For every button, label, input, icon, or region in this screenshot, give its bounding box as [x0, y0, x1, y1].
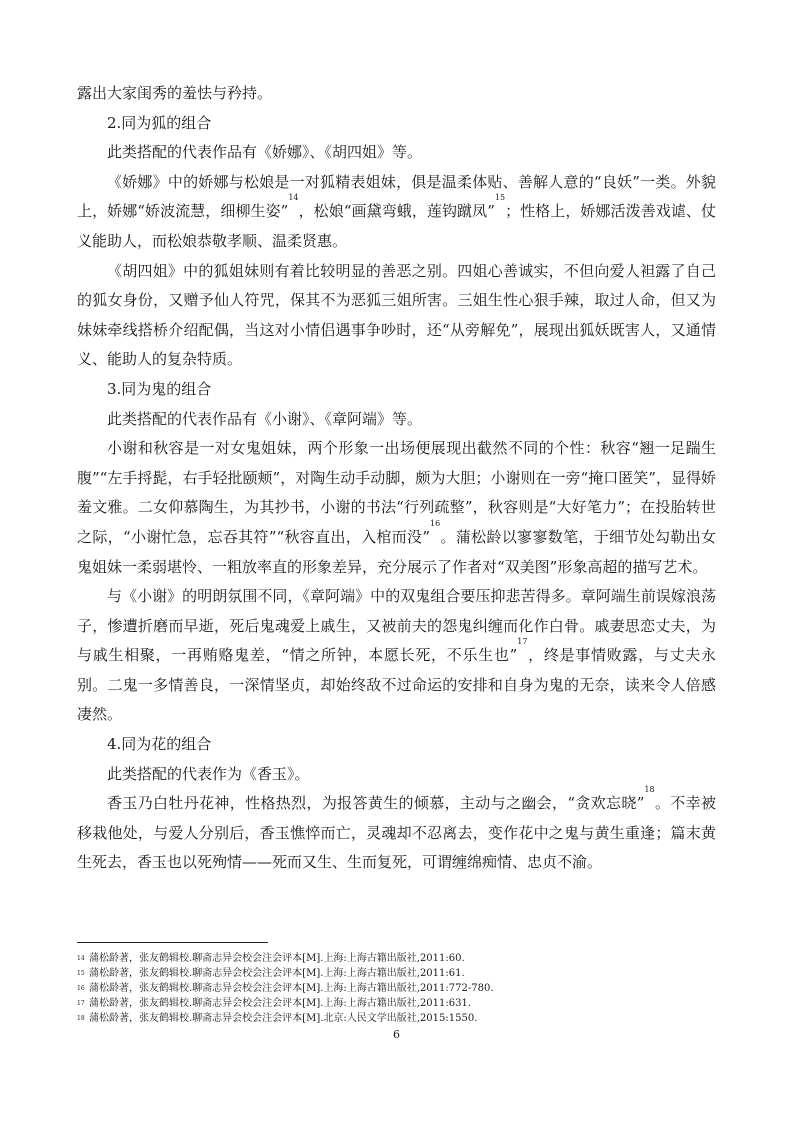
paragraph-text: 与《小谢》的明朗氛围不同，《章阿端》中的双鬼组合要压抑悲苦得多。章阿端生前误嫁浪荡子，惨遭折磨而早逝，死后鬼魂爱上戚生，又被前夫的怨鬼纠缠而化作白骨。戚妻思恋丈夫，为与戚生相聚，一再贿赂鬼差，“情之所钟，本愿长死，不乐生也” [77, 587, 716, 665]
paragraph-text: 《胡四姐》中的狐姐妹则有着比较明显的善恶之别。四姐心善诚实，不但向爱人袒露了自己的狐女身份，又赠予仙人符咒，保其不为恶狐三姐所害。三姐生性心狠手辣，取过人命，但又为妹妹牵线搭桥介绍配偶，当这对小情侣遇事争吵时，还“从旁解免”，展现出狐妖既害人，又通情义、能助人的复杂特质。 [77, 261, 716, 369]
footnote-reference: 17 [517, 637, 528, 647]
footnote-text: 蒲松龄著，张友鹤辑校.聊斋志异会校会注会评本[M].上海:上海古籍出版社,2011:60. [89, 953, 465, 964]
paragraph [77, 405, 716, 435]
paragraph [77, 109, 716, 139]
paragraph [77, 730, 716, 760]
paragraph [77, 79, 716, 109]
footnote-reference: 16 [430, 518, 441, 528]
paragraph-text: 小谢和秋容是一对女鬼姐妹，两个形象一出场便展现出截然不同的个性：秋容“翘一足踹生腹”“左手捋髭，右手轻批颐颊”，对陶生动手动脚，颇为大胆；小谢则在一旁“掩口匿笑”，显得娇羞文雅。二女仰慕陶生，为其抄书，小谢的书法“行列疏整”，秋容则是“大好笔力”；在投胎转世之际，“小谢忙急，忘吞其符”“秋容直出，入棺而没” [77, 439, 716, 546]
footnote-item [77, 951, 716, 966]
footnote-text: 蒲松龄著，张友鹤辑校.聊斋志异会校会注会评本[M].上海:上海古籍出版社,2011:631. [89, 998, 472, 1009]
footnote-number: 15 [77, 970, 85, 977]
footnote-item [77, 981, 716, 996]
paragraph [77, 138, 716, 168]
body-text [77, 79, 716, 878]
footnote-number: 18 [77, 1015, 85, 1022]
paragraph-text: 4.同为花的组合 [107, 735, 212, 754]
paragraph-text: 《娇娜》中的娇娜与松娘是一对狐精表姐妹，俱是温柔体贴、善解人意的“良妖”一类。外貌上，娇娜“娇波流慧，细柳生姿” [77, 172, 716, 221]
paragraph-text: 露出大家闺秀的羞怯与矜持。 [77, 84, 273, 102]
page-number: 6 [393, 1028, 400, 1041]
paragraph [77, 760, 716, 790]
footnote-reference: 15 [494, 193, 506, 203]
footnote-item [77, 996, 716, 1011]
paragraph-text: 此类搭配的代表作为《香玉》。 [107, 764, 310, 783]
paragraph-text: 2.同为狐的组合 [107, 113, 212, 132]
paragraph [77, 257, 716, 375]
footnote-text: 蒲松龄著，张友鹤辑校.聊斋志异会校会注会评本[M].上海:上海古籍出版社,2011:61. [89, 968, 465, 979]
paragraph [77, 375, 716, 405]
paragraph [77, 434, 716, 582]
footnote-item [77, 966, 716, 981]
paragraph-text: 。不幸被移栽他处，与爱人分别后，香玉憔悴而亡，灵魂却不忍离去，变作花中之鬼与黄生重逢；篇末黄生死去，香玉也以死殉情——死而又生、生而复死，可谓缠绵痴情、忠贞不渝。 [77, 794, 716, 872]
paragraph-text: 此类搭配的代表作品有《娇娜》、《胡四姐》等。 [107, 143, 423, 162]
paragraph-text: ，松娘“画黛弯蛾，莲钩蹴凤” [298, 202, 495, 221]
footnote-text: 蒲松龄著，张友鹤辑校.聊斋志异会校会注会评本[M].北京:人民文学出版社,2015:1550. [89, 1013, 478, 1024]
footnote-number: 16 [77, 985, 85, 992]
footnote-separator [77, 942, 268, 943]
footnote-item [77, 1011, 716, 1026]
paragraph-text: 3.同为鬼的组合 [107, 379, 212, 398]
footnotes [77, 951, 716, 1026]
footnote-text: 蒲松龄著，张友鹤辑校.聊斋志异会校会注会评本[M].上海:上海古籍出版社,2011:772-780. [89, 983, 494, 994]
paragraph [77, 582, 716, 730]
footnote-number: 17 [77, 1000, 85, 1007]
footnote-number: 14 [77, 955, 85, 962]
paragraph-text: ；性格上，娇娜活泼善戏谑、仗义能助人，而松娘恭敬孝顺、温柔贤惠。 [77, 202, 716, 250]
paragraph-text: 此类搭配的代表作品有《小谢》、《章阿端》等。 [107, 409, 423, 428]
footnote-reference: 14 [288, 193, 299, 203]
paragraph [77, 785, 716, 878]
paragraph [77, 168, 716, 257]
paragraph-text: 。蒲松龄以寥寥数笔，于细节处勾勒出女鬼姐妹一柔弱堪怜、一粗放率直的形象差异，充分展示了作者对“双美图”形象高超的描写艺术。 [77, 527, 716, 576]
paragraph-text: 香玉乃白牡丹花神，性格热烈，为报答黄生的倾慕，主动与之幽会，“贪欢忘晓” [107, 794, 645, 813]
footnote-reference: 18 [644, 785, 655, 795]
paragraph-text: ，终是事情败露，与丈夫永别。二鬼一多情善良，一深情坚贞，却始终敌不过命运的安排和自身为鬼的无奈，读来令人倍感凄然。 [77, 646, 716, 724]
